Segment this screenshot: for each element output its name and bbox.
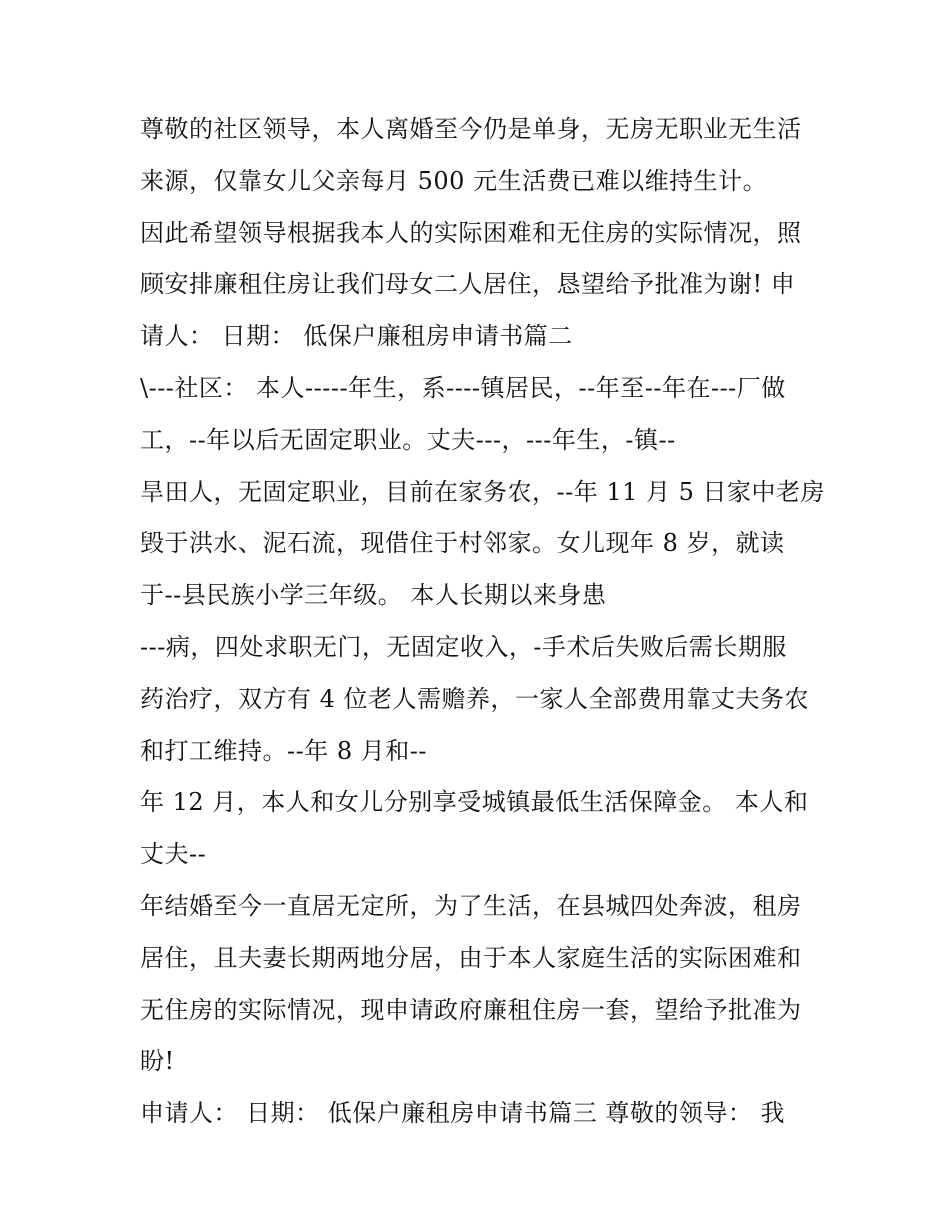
text-line: 因此希望领导根据我本人的实际困难和无住房的实际情况，照 [140, 218, 802, 247]
text-line: 药治疗，双方有 4 位老人需赡养，一家人全部费用靠丈夫务农 [140, 684, 810, 713]
text-line: 请人： 日期： 低保户廉租房申请书篇二 [140, 322, 573, 351]
text-line: 和打工维持。--年 8 月和-- [140, 736, 427, 765]
document-body [140, 104, 826, 1140]
text-line: 申请人： 日期： 低保户廉租房申请书篇三 尊敬的领导： 我 [140, 1099, 786, 1128]
text-line: 毁于洪水、泥石流，现借住于村邻家。女儿现年 8 岁，就读 [140, 529, 785, 558]
text-line: 尊敬的社区领导，本人离婚至今仍是单身，无房无职业无生活 [140, 115, 802, 143]
text-line: 居住，且夫妻长期两地分居，由于本人家庭生活的实际困难和 [140, 943, 802, 972]
text-line: 旱田人，无固定职业，目前在家务农，--年 11 月 5 日家中老房 [140, 477, 826, 506]
text-line: 年 12 月，本人和女儿分别享受城镇最低生活保障金。 本人和 [140, 788, 809, 817]
text-line: 盼! [140, 1047, 175, 1076]
text-line: 于--县民族小学三年级。 本人长期以来身患 [140, 581, 607, 610]
text-line: 来源，仅靠女儿父亲每月 500 元生活费已难以维持生计。 [140, 166, 768, 195]
text-line: \---社区： 本人-----年生，系----镇居民，--年至--年在---厂做 [140, 373, 786, 402]
text-line: ---病，四处求职无门，无固定收入，-手术后失败后需长期服 [140, 632, 787, 661]
text-line: 工，--年以后无固定职业。丈夫---，---年生，-镇-- [140, 425, 676, 454]
text-line: 丈夫-- [140, 840, 207, 869]
text-line: 顾安排廉租住房让我们母女二人居住，恳望给予批准为谢! 申 [140, 270, 796, 299]
text-line: 年结婚至今一直居无定所，为了生活，在县城四处奔波，租房 [140, 891, 802, 920]
text-line: 无住房的实际情况，现申请政府廉租住房一套，望给予批准为 [140, 995, 802, 1024]
